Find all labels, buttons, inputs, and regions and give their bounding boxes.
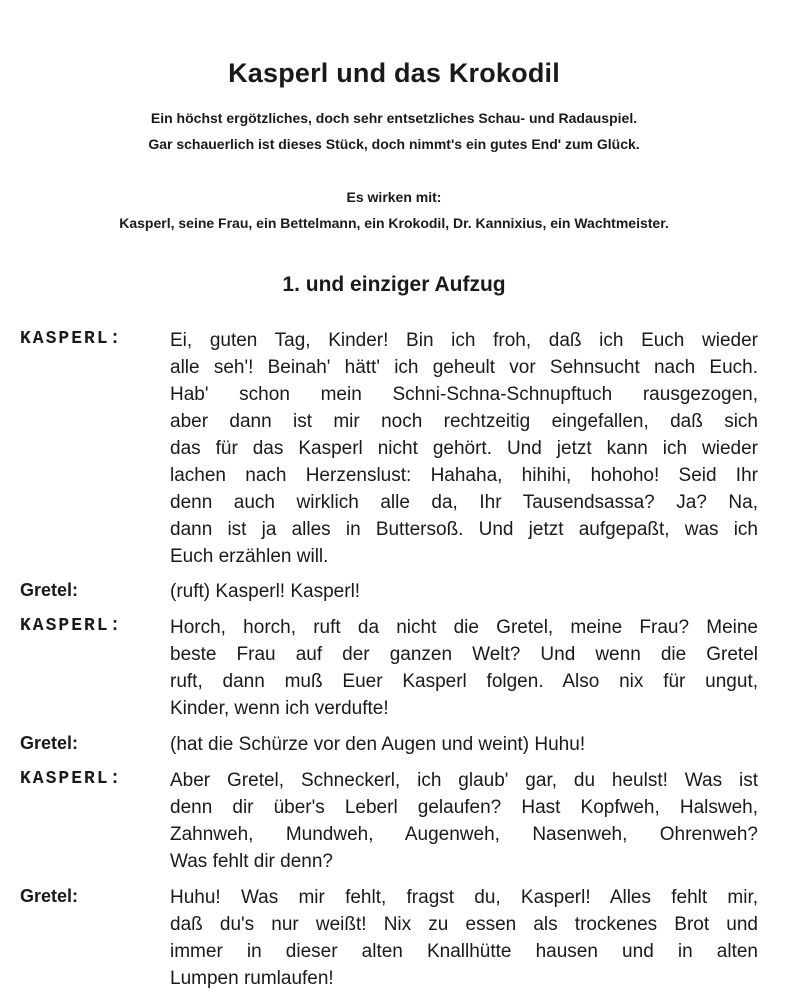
speech-line: Lumpen rumlaufen! [170,968,334,989]
act-title: 1. und einziger Aufzug [282,273,506,296]
play-title: Kasperl und das Krokodil [228,58,560,88]
speech-line: das für das Kasperl nicht gehört. Und jetzt kann ich wieder [170,438,758,459]
speaker-label: KASPERL: [20,769,123,789]
speech-block [170,884,758,992]
speech-line: Horch, horch, ruft da nicht die Gretel, meine Frau? Meine [170,617,758,638]
speech-line: Hab' schon mein Schni-Schna-Schnupftuch rausgezogen, [170,384,758,405]
speech-line: Ei, guten Tag, Kinder! Bin ich froh, daß ich Euch wieder [170,330,758,351]
speech-line: Euch erzählen will. [170,546,329,567]
speech-line: daß du's nur weißt! Nix zu essen als trockenes Brot und [170,914,758,935]
speech-line: Was fehlt dir denn? [170,851,333,872]
speech-block [170,327,758,570]
speech-line: aber dann ist mir noch rechtzeitig eingefallen, daß sich [170,411,758,432]
speech-line: Huhu! Was mir fehlt, fragst du, Kasperl! Alles fehlt mir, [170,887,758,908]
speech-line: alle seh'! Beinah' hätt' ich geheult vor Sehnsucht nach Euch. [170,357,758,378]
speech-block [170,578,758,605]
speech-line: Zahnweh, Mundweh, Augenweh, Nasenweh, Ohrenweh? [170,824,758,845]
speech-line: beste Frau auf der ganzen Welt? Und wenn die Gretel [170,644,758,665]
speech-line: dann ist ja alles in Buttersoß. Und jetzt aufgepaßt, was ich [170,519,758,540]
speech-line: immer in dieser alten Knallhütte hausen und in alten [170,941,758,962]
speaker-label: Gretel: [20,733,79,753]
speech-block [170,731,758,758]
speaker-label: KASPERL: [20,329,123,349]
speaker-label: Gretel: [20,886,79,906]
speech-line: ruft, dann muß Euer Kasperl folgen. Also nix für ungut, [170,671,758,692]
speech-block [170,614,758,722]
subtitle-line-2: Gar schauerlich ist dieses Stück, doch nimmt's ein gutes End' zum Glück. [148,136,640,152]
speech-line: Aber Gretel, Schneckerl, ich glaub' gar, du heulst! Was ist [170,770,758,791]
speaker-label: Gretel: [20,580,79,600]
speaker-label: KASPERL: [20,616,123,636]
speech-line: Kinder, wenn ich verdufte! [170,698,389,719]
speech-line: denn dir über's Leberl gelaufen? Hast Kopfweh, Halsweh, [170,797,758,818]
speech-block [170,767,758,875]
speech-line: lachen nach Herzenslust: Hahaha, hihihi, hohoho! Seid Ihr [170,465,758,486]
speech-line: (hat die Schürze vor den Augen und weint) Huhu! [170,734,586,755]
subtitle-line-1: Ein höchst ergötzliches, doch sehr entsetzliches Schau- und Radauspiel. [150,110,638,126]
cast-heading: Es wirken mit: [346,189,442,205]
speech-line: denn auch wirklich alle da, Ihr Tausendsassa? Ja? Na, [170,492,758,513]
speech-line: (ruft) Kasperl! Kasperl! [170,581,361,602]
cast-list: Kasperl, seine Frau, ein Bettelmann, ein Krokodil, Dr. Kannixius, ein Wachtmeister. [119,215,669,231]
